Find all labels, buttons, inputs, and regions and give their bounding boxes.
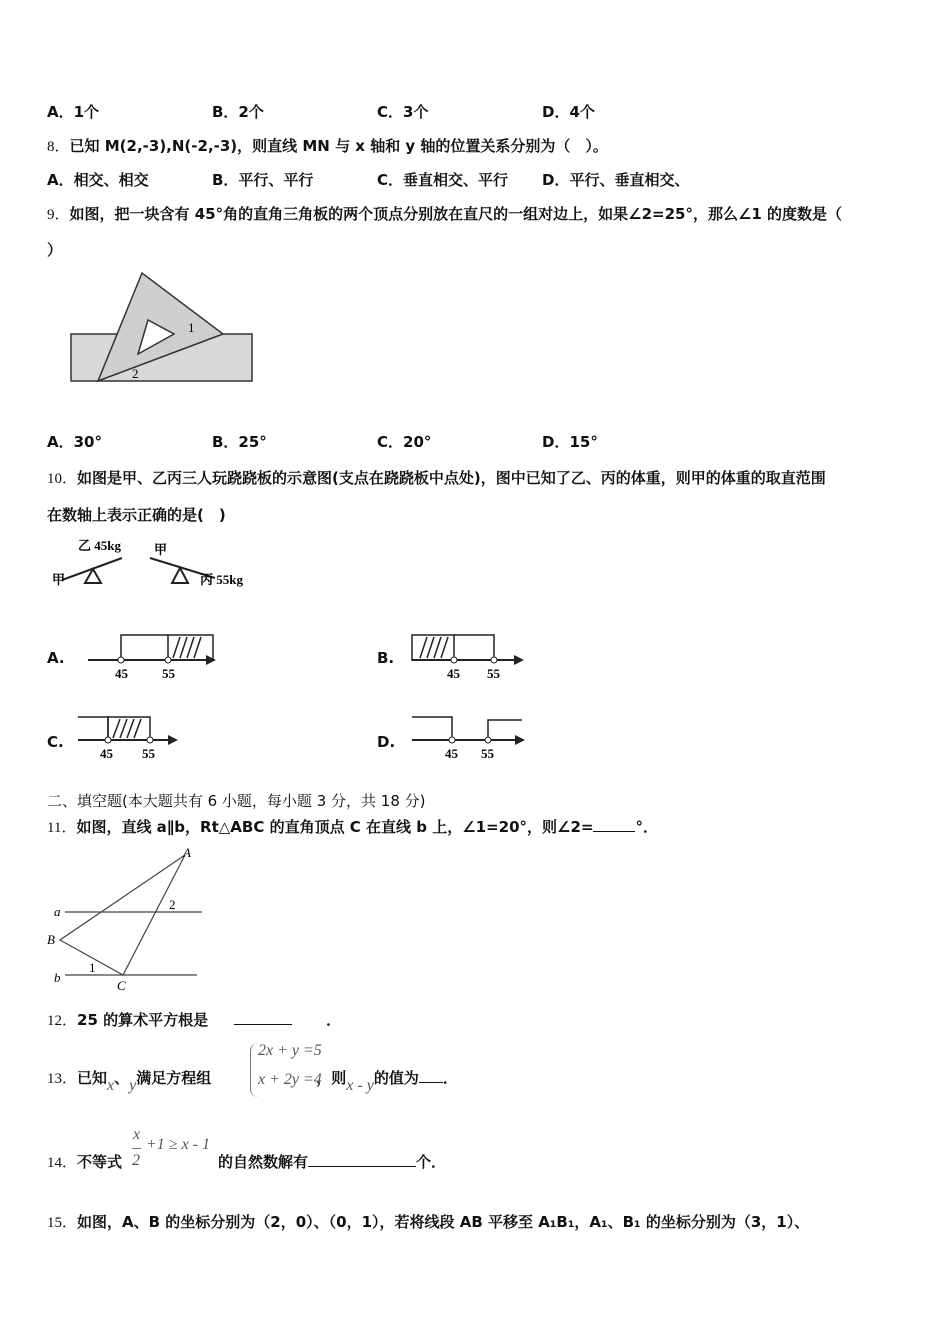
tick-55: 55 [162, 666, 175, 681]
line-a-label: a [54, 904, 61, 919]
line-b-label: b [54, 970, 61, 985]
q11-figure [45, 845, 210, 995]
fraction-denominator: 2 [132, 1152, 140, 1169]
q9-option-b[interactable]: B．25° [212, 433, 267, 451]
q11-text: 如图，直线 a∥b，Rt△ABC 的直角顶点 C 在直线 b 上，∠1=20°，则∠2= [76, 818, 594, 836]
seesaw-label-yi: 乙 45kg [78, 538, 121, 553]
q8-number: 8． [47, 139, 70, 155]
q15-text: 如图，A、B 的坐标分别为（2，0）、（0，1），若将线段 AB 平移至 A₁B₁，A₁、B₁ 的坐标分别为（3，1）、 [77, 1213, 810, 1231]
seesaw-label-jia-2: 甲 [154, 542, 168, 557]
q10-numberline-d [412, 712, 532, 762]
q8-option-d[interactable]: D．平行、垂直相交、 [542, 171, 690, 189]
q9-text: 如图，把一块含有 45°角的直角三角板的两个顶点分别放在直尺的一组对边上，如果∠2=25°，那么∠1 的度数是（ [69, 205, 843, 223]
q12-text: 25 的算术平方根是 [77, 1011, 209, 1029]
q13-mid: 满足方程组 [136, 1069, 212, 1087]
q11-number: 11． [47, 820, 77, 836]
q14-question [47, 1152, 446, 1173]
q13-sep: 、 [114, 1069, 130, 1087]
q11-answer-blank[interactable] [593, 817, 635, 832]
q15-question [47, 1212, 809, 1233]
q13-pre: 已知 [77, 1069, 108, 1087]
q9-number: 9． [47, 207, 70, 223]
q14-post: 的自然数解有 [218, 1153, 309, 1171]
section-header-fill-in: 二、填空题(本大题共有 6 小题，每小题 3 分，共 18 分) [47, 792, 426, 810]
q8-option-a[interactable]: A．相交、相交 [47, 171, 149, 189]
q7-option-a[interactable]: A．1个 [47, 103, 100, 121]
q9-option-c[interactable]: C．20° [377, 433, 432, 451]
q14-end: 个． [416, 1153, 447, 1171]
point-a-label: A [183, 845, 191, 860]
q10-numberline-a [88, 630, 223, 680]
tick-55: 55 [481, 746, 494, 761]
q7-option-d[interactable]: D．4个 [542, 103, 595, 121]
q15-number: 15． [47, 1215, 78, 1231]
q9-option-d[interactable]: D．15° [542, 433, 598, 451]
q10-option-a[interactable]: A. [47, 649, 65, 667]
q12-question [47, 1010, 341, 1031]
q10-text-end: 在数轴上表示正确的是( ) [47, 506, 226, 524]
q10-numberline-b [412, 630, 532, 680]
seesaw-label-jia-1: 甲 [52, 572, 66, 587]
angle-2-label: 2 [169, 897, 176, 912]
q10-text: 如图是甲、乙丙三人玩跷跷板的示意图(支点在跷跷板中点处)，图中已知了乙、丙的体重，则甲的体重的取直范围 [77, 469, 826, 487]
q13-end: 的值为 [373, 1069, 419, 1087]
tick-45: 45 [447, 666, 460, 681]
q11-text-end: °． [635, 818, 658, 836]
q13-dot: ． [442, 1069, 458, 1087]
q10-seesaw-figure [50, 538, 250, 593]
q8-option-c[interactable]: C．垂直相交、平行 [377, 171, 509, 189]
q11-question [47, 817, 658, 838]
tick-45: 45 [445, 746, 458, 761]
equation-2: x + 2y =4 [258, 1071, 322, 1088]
q12-end: ． [326, 1011, 342, 1029]
q9-text-end: ） [47, 241, 63, 259]
fraction-bar [132, 1148, 141, 1149]
angle-1-label: 1 [188, 320, 195, 335]
q9-option-a[interactable]: A．30° [47, 433, 102, 451]
q13-expr: x - y [346, 1077, 374, 1094]
point-b-label: B [47, 932, 55, 947]
tick-55: 55 [142, 746, 155, 761]
tick-55: 55 [487, 666, 500, 681]
q8-text: 已知 M(2,-3),N(-2,-3)，则直线 MN 与 x 轴和 y 轴的位置关系分别为（ ）。 [69, 137, 608, 155]
q8-question [47, 136, 608, 157]
q13-number: 13． [47, 1071, 78, 1087]
q12-number: 12． [47, 1013, 78, 1029]
q14-pre: 不等式 [77, 1153, 123, 1171]
fraction-numerator: x [133, 1126, 141, 1143]
q10-number: 10． [47, 471, 78, 487]
q14-answer-blank[interactable] [308, 1152, 416, 1167]
tick-45: 45 [100, 746, 113, 761]
seesaw-label-bing: 丙 55kg [200, 572, 243, 587]
q13-then: ，则 [316, 1069, 347, 1087]
q7-option-c[interactable]: C．3个 [377, 103, 429, 121]
q9-question [47, 204, 842, 225]
q14-number: 14． [47, 1155, 78, 1171]
var-y: y [129, 1077, 137, 1094]
angle-2-label: 2 [132, 366, 139, 381]
q7-option-b[interactable]: B．2个 [212, 103, 264, 121]
point-c-label: C [117, 978, 126, 993]
angle-1-label: 1 [89, 960, 96, 975]
tick-45: 45 [115, 666, 128, 681]
q9-figure-ruler-triangle [70, 270, 260, 385]
q10-question [47, 468, 826, 489]
inequality-rhs: +1 ≥ x - 1 [146, 1136, 211, 1153]
q13-answer-blank[interactable] [419, 1068, 443, 1083]
q10-numberline-c [78, 712, 188, 762]
q8-option-b[interactable]: B．平行、平行 [212, 171, 314, 189]
q10-option-d[interactable]: D. [377, 733, 396, 751]
q10-option-c[interactable]: C. [47, 733, 64, 751]
q12-answer-blank[interactable] [234, 1010, 292, 1025]
q10-option-b[interactable]: B. [377, 649, 395, 667]
equation-1: 2x + y =5 [258, 1042, 322, 1059]
var-x: x [107, 1077, 115, 1094]
